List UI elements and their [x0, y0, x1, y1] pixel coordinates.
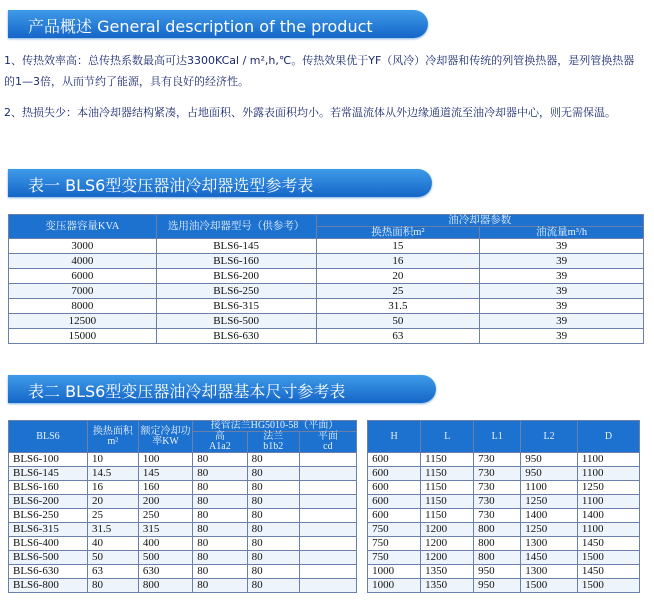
cell-power: 500: [138, 551, 192, 565]
cell-a: 80: [193, 495, 247, 509]
table-row: [9, 481, 640, 495]
table-row: [9, 579, 640, 593]
cell-a: 80: [193, 579, 247, 593]
cell-capacity: 8000: [9, 299, 157, 314]
header-D: D: [577, 421, 639, 453]
cell-L: 1150: [421, 467, 474, 481]
cell-area: 63: [316, 329, 480, 344]
cell-a: 80: [193, 551, 247, 565]
cell-L1: 950: [474, 579, 521, 593]
cell-area: 80: [87, 579, 138, 593]
header-power: 额定冷却功率KW: [138, 421, 192, 453]
cell-b: 80: [247, 523, 299, 537]
cell-capacity: 6000: [9, 269, 157, 284]
cell-capacity: 12500: [9, 314, 157, 329]
cell-b: 80: [247, 537, 299, 551]
header-L2: L2: [521, 421, 578, 453]
table-row: [9, 269, 644, 284]
cell-b: 80: [247, 579, 299, 593]
cell-c: [300, 467, 357, 481]
cell-D: 1450: [577, 565, 639, 579]
cell-a: 80: [193, 565, 247, 579]
cell-capacity: 15000: [9, 329, 157, 344]
table-row: [9, 239, 644, 254]
cell-model: BLS6-500: [9, 551, 88, 565]
cell-flow: 39: [480, 299, 644, 314]
cell-power: 250: [138, 509, 192, 523]
cell-D: 1500: [577, 579, 639, 593]
cell-capacity: 4000: [9, 254, 157, 269]
cell-power: 315: [138, 523, 192, 537]
cell-b: 80: [247, 495, 299, 509]
cell-model: BLS6-315: [156, 299, 316, 314]
cell-model: BLS6-800: [9, 579, 88, 593]
cell-gap: [356, 551, 367, 565]
cell-area: 10: [87, 453, 138, 467]
cell-b: 80: [247, 551, 299, 565]
cell-H: 750: [368, 537, 421, 551]
cell-D: 1100: [577, 453, 639, 467]
cell-capacity: 7000: [9, 284, 157, 299]
cell-model: BLS6-160: [156, 254, 316, 269]
cell-L: 1350: [421, 579, 474, 593]
paragraph-heat-loss: 2、热损失少：本油冷却器结构紧凑，占地面积、外露表面积均小。若常温流体从外边缘通道流至油冷却器中心，则无需保温。: [4, 106, 616, 119]
cell-L1: 800: [474, 551, 521, 565]
header-L1: L1: [474, 421, 521, 453]
cell-area: 31.5: [316, 299, 480, 314]
header-area: 换热面积m²: [316, 227, 480, 239]
cell-L: 1200: [421, 523, 474, 537]
cell-c: [300, 509, 357, 523]
cell-D: 1450: [577, 537, 639, 551]
cell-power: 145: [138, 467, 192, 481]
header-model: 选用油冷却器型号（供参考）: [156, 215, 316, 239]
cell-area: 31.5: [87, 523, 138, 537]
cell-power: 160: [138, 481, 192, 495]
header-flange-b: 法兰 b1b2: [247, 432, 299, 453]
header-H: H: [368, 421, 421, 453]
cell-flow: 39: [480, 329, 644, 344]
cell-power: 200: [138, 495, 192, 509]
table-row: [9, 453, 640, 467]
cell-L1: 730: [474, 481, 521, 495]
cell-gap: [356, 565, 367, 579]
cell-gap: [356, 495, 367, 509]
cell-L: 1150: [421, 495, 474, 509]
table2-title: 表二 BLS6型变压器油冷却器基本尺寸参考表: [28, 382, 346, 401]
cell-model: BLS6-200: [156, 269, 316, 284]
section-banner-table1: [8, 169, 432, 197]
cell-L1: 730: [474, 495, 521, 509]
cell-c: [300, 523, 357, 537]
cell-H: 600: [368, 481, 421, 495]
cell-L2: 1300: [521, 565, 578, 579]
table-row: [9, 509, 640, 523]
cell-model: BLS6-400: [9, 537, 88, 551]
cell-model: BLS6-315: [9, 523, 88, 537]
cell-D: 1100: [577, 495, 639, 509]
cell-area: 14.5: [87, 467, 138, 481]
cell-model: BLS6-500: [156, 314, 316, 329]
cell-area: 50: [316, 314, 480, 329]
cell-model: BLS6-250: [9, 509, 88, 523]
cell-area: 20: [316, 269, 480, 284]
selection-table: [8, 214, 644, 344]
cell-L2: 950: [521, 453, 578, 467]
cell-gap: [356, 523, 367, 537]
table-row: [9, 537, 640, 551]
cell-gap: [356, 509, 367, 523]
header-params: 油冷却器参数: [316, 215, 643, 227]
table-row: [9, 467, 640, 481]
cell-area: 20: [87, 495, 138, 509]
section-title: 产品概述 General description of the product: [28, 17, 373, 36]
cell-b: 80: [247, 481, 299, 495]
header-flow: 油流量m³/h: [480, 227, 644, 239]
cell-L: 1350: [421, 565, 474, 579]
cell-c: [300, 537, 357, 551]
cell-a: 80: [193, 453, 247, 467]
cell-L: 1150: [421, 453, 474, 467]
cell-area: 16: [316, 254, 480, 269]
header-flange-a: 高 A1a2: [193, 432, 247, 453]
cell-L2: 950: [521, 467, 578, 481]
table1-title: 表一 BLS6型变压器油冷却器选型参考表: [28, 176, 314, 195]
cell-area: 63: [87, 565, 138, 579]
cell-H: 600: [368, 467, 421, 481]
header-flange: 接管法兰HG5010-58（平面）: [193, 421, 357, 432]
cell-gap: [356, 537, 367, 551]
cell-L1: 730: [474, 509, 521, 523]
cell-H: 600: [368, 495, 421, 509]
cell-D: 1100: [577, 467, 639, 481]
cell-model: BLS6-100: [9, 453, 88, 467]
cell-D: 1250: [577, 481, 639, 495]
header-model: BLS6: [9, 421, 88, 453]
cell-c: [300, 495, 357, 509]
cell-model: BLS6-145: [156, 239, 316, 254]
cell-b: 80: [247, 509, 299, 523]
cell-c: [300, 481, 357, 495]
cell-L2: 1100: [521, 481, 578, 495]
table-row: [9, 329, 644, 344]
cell-a: 80: [193, 537, 247, 551]
cell-c: [300, 579, 357, 593]
cell-L: 1150: [421, 481, 474, 495]
header-flange-c: 平面 cd: [300, 432, 357, 453]
cell-b: 80: [247, 453, 299, 467]
cell-H: 1000: [368, 565, 421, 579]
cell-gap: [356, 481, 367, 495]
table-row: [9, 299, 644, 314]
cell-b: 80: [247, 467, 299, 481]
cell-flow: 39: [480, 284, 644, 299]
cell-capacity: 3000: [9, 239, 157, 254]
cell-L1: 730: [474, 467, 521, 481]
cell-D: 1400: [577, 509, 639, 523]
cell-c: [300, 565, 357, 579]
dimension-table: [8, 420, 640, 593]
cell-model: BLS6-160: [9, 481, 88, 495]
cell-H: 600: [368, 453, 421, 467]
cell-a: 80: [193, 509, 247, 523]
cell-area: 15: [316, 239, 480, 254]
cell-L2: 1300: [521, 537, 578, 551]
cell-area: 25: [316, 284, 480, 299]
cell-gap: [356, 467, 367, 481]
cell-D: 1500: [577, 551, 639, 565]
cell-L: 1150: [421, 509, 474, 523]
table-row: [9, 551, 640, 565]
cell-area: 40: [87, 537, 138, 551]
cell-flow: 39: [480, 269, 644, 284]
table-row: [9, 565, 640, 579]
paragraph-efficiency: 1、传热效率高：总传热系数最高可达3300KCal / m²,h,℃。传热效果优于YF（风冷）冷却器和传统的列管换热器，是列管换热器的1—3倍，从而节约了能源，具有良好的经济性。: [4, 54, 635, 88]
cell-L1: 950: [474, 565, 521, 579]
cell-D: 1100: [577, 523, 639, 537]
cell-power: 400: [138, 537, 192, 551]
cell-flow: 39: [480, 254, 644, 269]
cell-model: BLS6-200: [9, 495, 88, 509]
cell-area: 50: [87, 551, 138, 565]
header-L: L: [421, 421, 474, 453]
table-row: [9, 314, 644, 329]
section-banner-overview: [8, 10, 428, 38]
column-gap: [356, 421, 367, 453]
cell-H: 1000: [368, 579, 421, 593]
table-row: [9, 523, 640, 537]
section-banner-table2: [8, 375, 436, 403]
cell-model: BLS6-250: [156, 284, 316, 299]
cell-area: 25: [87, 509, 138, 523]
cell-flow: 39: [480, 239, 644, 254]
cell-L2: 1450: [521, 551, 578, 565]
cell-gap: [356, 579, 367, 593]
cell-b: 80: [247, 565, 299, 579]
cell-power: 630: [138, 565, 192, 579]
cell-H: 600: [368, 509, 421, 523]
cell-L2: 1500: [521, 579, 578, 593]
cell-c: [300, 551, 357, 565]
cell-L2: 1400: [521, 509, 578, 523]
cell-H: 750: [368, 551, 421, 565]
cell-L: 1200: [421, 551, 474, 565]
cell-flow: 39: [480, 314, 644, 329]
table-row: [9, 254, 644, 269]
cell-area: 16: [87, 481, 138, 495]
cell-L1: 800: [474, 523, 521, 537]
cell-model: BLS6-145: [9, 467, 88, 481]
cell-model: BLS6-630: [9, 565, 88, 579]
cell-H: 750: [368, 523, 421, 537]
header-capacity: 变压器容量KVA: [9, 215, 157, 239]
cell-power: 800: [138, 579, 192, 593]
cell-L2: 1250: [521, 523, 578, 537]
cell-a: 80: [193, 481, 247, 495]
cell-gap: [356, 453, 367, 467]
cell-model: BLS6-630: [156, 329, 316, 344]
header-area: 换热面积m²: [87, 421, 138, 453]
cell-L2: 1250: [521, 495, 578, 509]
cell-power: 100: [138, 453, 192, 467]
cell-L: 1200: [421, 537, 474, 551]
cell-a: 80: [193, 467, 247, 481]
table-row: [9, 495, 640, 509]
cell-a: 80: [193, 523, 247, 537]
table-row: [9, 284, 644, 299]
cell-c: [300, 453, 357, 467]
cell-L1: 800: [474, 537, 521, 551]
cell-L1: 730: [474, 453, 521, 467]
